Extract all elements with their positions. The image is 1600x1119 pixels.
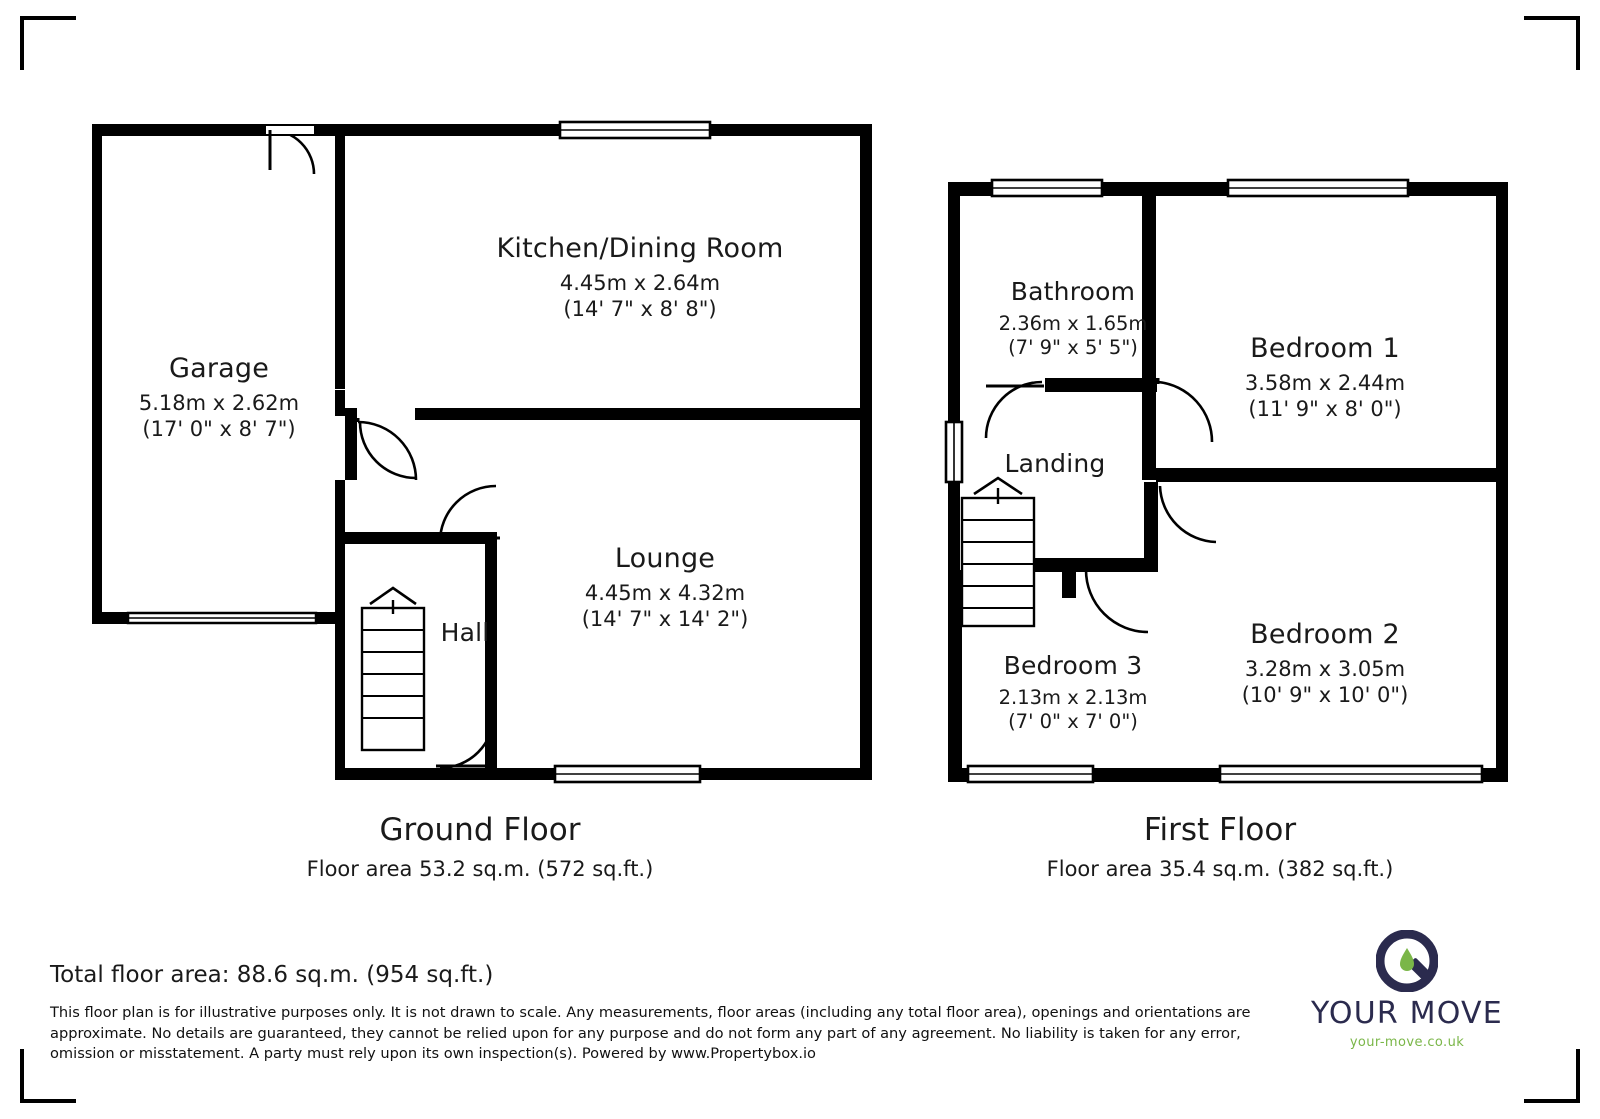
room-label-landing bbox=[955, 448, 1155, 480]
room-dimension-metric: 4.45m x 2.64m bbox=[559, 271, 721, 296]
floor-area: Floor area 35.4 sq.m. (382 sq.ft.) bbox=[1046, 857, 1394, 881]
room-label-bedroom-3 bbox=[945, 650, 1201, 735]
room-name: Bedroom 2 bbox=[1250, 619, 1400, 650]
brand-name: YOUR MOVE bbox=[1311, 996, 1503, 1031]
room-dimension-metric: 5.18m x 2.62m bbox=[138, 391, 300, 416]
your-move-circle-icon bbox=[1376, 930, 1438, 992]
room-dimension-metric: 2.13m x 2.13m bbox=[998, 685, 1148, 709]
room-dimension-metric: 2.36m x 1.65m bbox=[998, 311, 1148, 335]
room-name: Hall bbox=[440, 618, 490, 647]
room-label-bedroom-2 bbox=[1175, 618, 1475, 709]
disclaimer-text: This floor plan is for illustrative purposes only. It is not drawn to scale. Any measurements, floor areas (including any total floor area), openings and orientations are approximate. No details are guaranteed, they cannot be relied upon for any purpose and do not form any part of any agreement. No liability is taken for any error, omission or misstatement. A party must rely upon its own inspection(s). Powered by www.Propertybox.io bbox=[50, 1004, 1251, 1063]
crop-mark-top-right bbox=[1524, 16, 1580, 70]
ground-floor-caption bbox=[220, 812, 740, 881]
room-name: Bathroom bbox=[1010, 277, 1136, 306]
room-label-hall bbox=[400, 617, 530, 649]
floor-area: Floor area 53.2 sq.m. (572 sq.ft.) bbox=[306, 857, 654, 881]
brand-logo bbox=[1292, 930, 1522, 1050]
room-label-bathroom bbox=[945, 276, 1201, 361]
room-name: Garage bbox=[168, 353, 270, 384]
room-label-bedroom-1 bbox=[1175, 332, 1475, 423]
room-dimension-imperial: (7' 9" x 5' 5") bbox=[1008, 336, 1138, 360]
room-name: Bedroom 3 bbox=[1003, 651, 1143, 680]
room-label-kitchen-dining-room bbox=[430, 232, 850, 323]
crop-mark-bottom-right bbox=[1524, 1049, 1580, 1103]
brand-website: your-move.co.uk bbox=[1349, 1035, 1465, 1050]
room-dimension-imperial: (17' 0" x 8' 7") bbox=[142, 417, 296, 442]
room-name: Landing bbox=[1004, 449, 1106, 478]
floor-title: Ground Floor bbox=[379, 812, 581, 848]
room-label-garage bbox=[45, 352, 393, 443]
room-dimension-imperial: (14' 7" x 14' 2") bbox=[581, 607, 749, 632]
room-name: Kitchen/Dining Room bbox=[496, 233, 784, 264]
ground-floor-plan bbox=[70, 100, 900, 820]
room-dimension-imperial: (14' 7" x 8' 8") bbox=[563, 297, 717, 322]
room-dimension-imperial: (11' 9" x 8' 0") bbox=[1248, 397, 1402, 422]
room-name: Lounge bbox=[614, 543, 716, 574]
total-floor-area: Total floor area: 88.6 sq.m. (954 sq.ft.) bbox=[50, 962, 494, 988]
room-dimension-imperial: (7' 0" x 7' 0") bbox=[1008, 710, 1138, 734]
room-dimension-metric: 4.45m x 4.32m bbox=[584, 581, 746, 606]
room-dimension-metric: 3.28m x 3.05m bbox=[1244, 657, 1406, 682]
room-dimension-imperial: (10' 9" x 10' 0") bbox=[1241, 683, 1409, 708]
room-name: Bedroom 1 bbox=[1250, 333, 1400, 364]
floor-title: First Floor bbox=[1143, 812, 1297, 848]
first-floor-caption bbox=[960, 812, 1480, 881]
room-dimension-metric: 3.58m x 2.44m bbox=[1244, 371, 1406, 396]
crop-mark-top-left bbox=[20, 16, 76, 70]
